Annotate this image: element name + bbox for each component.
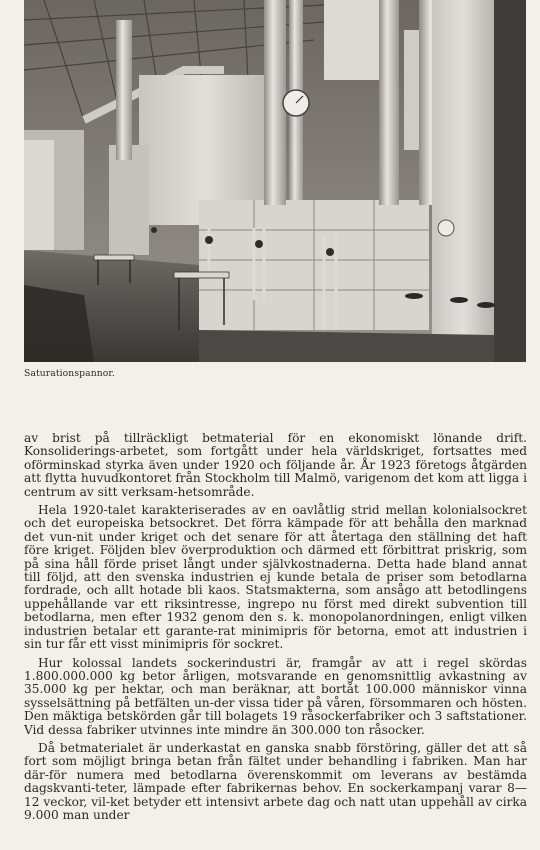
paragraph-2: Hela 1920-talet karakteriserades av en oavlåtlig strid mellan kolonialsockret och det europeiska betsockret. Det förra kämpade för att behålla den marknad det vun-nit under kriget och det senare för att återtaga den ställning det haft före kriget. Följden blev överproduktion och därmed ett förbittrat priskrig, som på sina håll förde priset långt under självkostnaderna. Detta hade bland annat till följd, att den svenska industrien ej kunde betala de priser som betodlarna fordrade, och allt hotade bli kaos. Statsmakterna, som ansågo att betodlingens uppehållande var ett riksintresse, ingrepo nu först med direkt subvention till betodlarna, men efter 1932 genom den s. k. monopolanordningen, enligt vilken industrien betalar ett garante-rat minimipris för betorna, emot att industrien i sin tur får ett visst minimipris för sockret. — [24, 503, 527, 652]
paragraph-4: Då betmaterialet är underkastat en ganska snabb förstöring, gäller det att så fort som möjligt bringa betan från fältet under behandling i fabriken. Man har där-för numera med betodlarna överenskommit om leverans av bestämda dagskvanti-teter, lämpade efter fabrikernas behov. En sockerkampanj varar 8—12 veckor, vil-ket betyder ett intensivt arbete dag och natt utan uppehåll av cirka 9.000 man under — [24, 740, 527, 822]
body-text — [24, 432, 527, 827]
paragraph-3: Hur kolossal landets sockerindustri är, framgår av att i regel skördas 1.800.000.000 kg betor årligen, motsvarande en genomsnittlig avkastning av 35.000 kg per hektar, och man beräknar, att bortåt 100.000 människor vinna sysselsättning på betfälten un-der vissa tider på våren, försommaren och hösten. Den mäktiga betskörden går till bolagets 19 råsockerfabriker och 3 saftstationer. Vid dessa fabriker utvinnes inte mindre än 300.000 ton råsocker. — [24, 655, 527, 737]
paragraph-1: av brist på tillräckligt betmaterial för en ekonomiskt lönande drift. Konsoliderings-arbetet, som fortgått under hela världskriget, fortsattes med oförminskad styrka även under 1920 och följande år. År 1923 företogs åtgärden att flytta huvudkontoret från Stockholm till Malmö, varigenom det kom att ligga i centrum av sitt verksam-hetsområde. — [24, 431, 527, 499]
figure-caption: Saturationspannor. — [24, 368, 115, 379]
factory-photograph — [24, 0, 526, 362]
